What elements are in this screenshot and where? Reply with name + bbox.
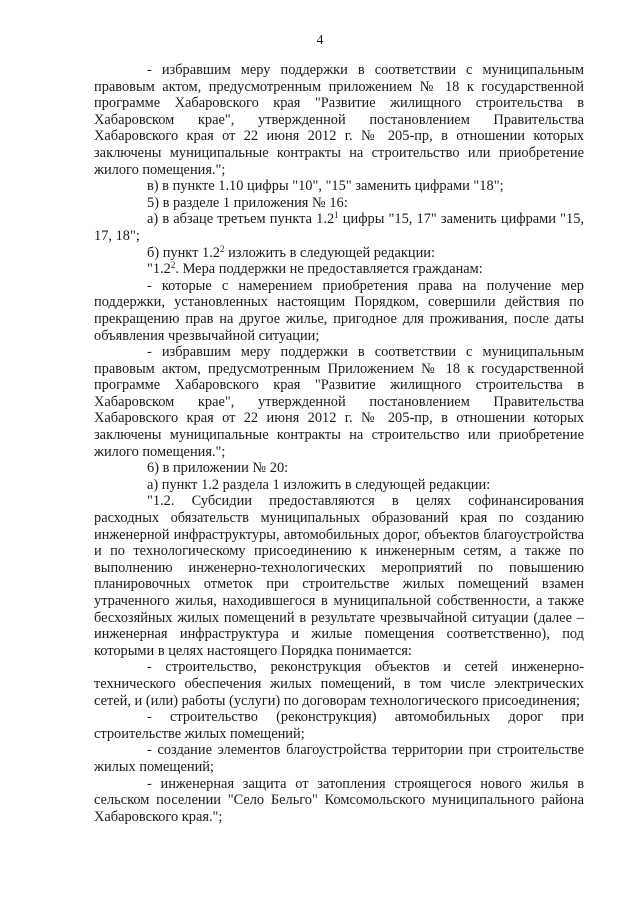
paragraph-item-1-2-1 [94,211,584,244]
text-fragment: "1.2 [147,261,171,278]
paragraph-annex-16: 5) в разделе 1 приложения № 16: [147,194,348,211]
list-item-engineering: - строительство, реконструкция объектов и сетей инженерно-технического обеспечения жилых помещений, в том числе электрических сетей, и (или) работы (услуги) по договорам технологического присоединения; [94,659,584,709]
paragraph-selected-measure-1: - избравшим меру поддержки в соответствии с муниципальным правовым актом, предусмотренным приложением № 18 к государственной программе Хабаровского края "Развитие жилищного строительства в Хабаровском крае", утвержденной постановлением Правительства Хабаровского края от 22 июня 2012 г. № 205-пр, в отношении которых заключены муниципальные контракты на строительство или приобретение жилого помещения."; [94,62,584,178]
list-item-improvement: - создание элементов благоустройства территории при строительстве жилых помещений; [94,742,584,775]
document-body [94,62,584,825]
superscript: 2 [170,260,176,271]
text-fragment: . Мера поддержки не предоставляется гражданам: [175,261,483,278]
list-item-roads: - строительство (реконструкция) автомобильных дорог при строительстве жилых помещений; [94,709,584,742]
list-item-flood-protection: - инженерная защита от затопления строящегося нового жилья в сельском поселении "Село Бельго" Комсомольского муниципального района Хабаровского края."; [94,775,584,825]
paragraph-annex-20: 6) в приложении № 20: [147,460,289,477]
text-fragment: б) пункт 1.2 [147,244,220,261]
superscript: 1 [334,210,339,221]
text-fragment: изложить в следующей редакции: [224,244,435,261]
paragraph-item-1-10: в) в пункте 1.10 цифры "10", "15" заменить цифрами "18"; [147,178,504,195]
paragraph-subsidies: "1.2. Субсидии предоставляются в целях софинансирования расходных обязательств муниципальных образований края по созданию инженерной инфраструктуры, автомобильных дорог, объектов благоустройства и по технологическому присоединению к инженерным сетям, а также по выполнению инженерно-технологических мероприятий по повышению планировочных отметок при строительстве жилых помещений взамен утраченного жилья, находившегося в муниципальной собственности, а также бесхозяйных жилых помещений в результате чрезвычайной ситуации (далее – инженерная инфраструктура и жилые помещения соответственно), под которыми в целях настоящего Порядка понимается: [94,493,584,659]
paragraph-item-1-2-section-1: а) пункт 1.2 раздела 1 изложить в следующей редакции: [147,476,491,493]
page-number: 4 [316,33,324,48]
text-fragment: цифры "15, 17" заменить цифрами "15, 17, 18"; [94,211,584,244]
paragraph-item-1-2-2 [94,245,584,262]
paragraph-selected-measure-2: - избравшим меру поддержки в соответствии с муниципальным правовым актом, предусмотренным Приложением № 18 к государственной программе Хабаровского края "Развитие жилищного строительства в Хабаровском крае", утвержденной постановлением Правительства Хабаровского края от 22 июня 2012 г. № 205-пр, в отношении которых заключены муниципальные контракты на строительство или приобретение жилого помещения."; [94,344,584,460]
superscript: 2 [220,243,225,254]
paragraph-quote-1-2-2 [94,261,584,278]
paragraph-intent-acquire: - которые с намерением приобретения права на получение мер поддержки, установленных настоящим Порядком, совершили действия по прекращению прав на другое жилье, пригодное для проживания, после даты объявления чрезвычайной ситуации; [94,277,584,344]
text-fragment: а) в абзаце третьем пункта 1.2 [147,211,335,228]
